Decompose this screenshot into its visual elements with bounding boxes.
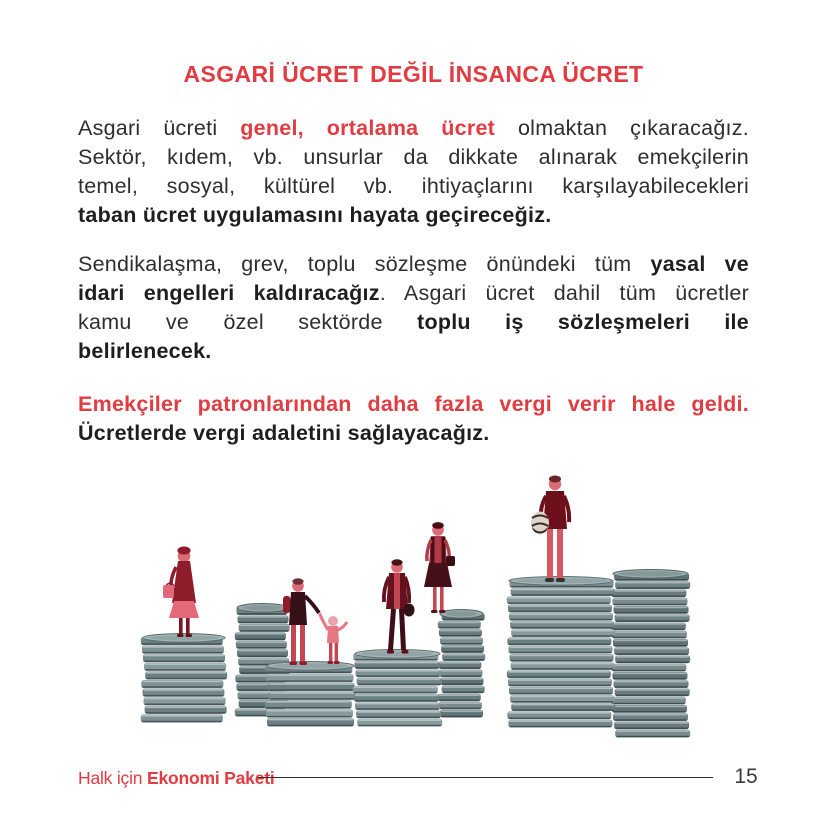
figure-woman-with-handbag — [163, 547, 199, 638]
bold-text: idari engelleri kaldıracağız — [78, 281, 380, 305]
text: olmaktan çıkaracağız. — [495, 116, 749, 140]
text: Sendikalaşma, grev, toplu sözleşme önündeki tüm — [78, 252, 651, 276]
figure-woman-with-shopping-bag — [424, 522, 455, 613]
text: Asgari ücreti — [78, 116, 241, 140]
text: . Asgari ücret dahil tüm ücretler — [379, 281, 749, 305]
coin-stack — [141, 634, 227, 723]
bold-text: yasal ve — [650, 252, 749, 276]
text-line — [78, 172, 749, 201]
bold-text: belirlenecek. — [78, 339, 212, 363]
page-title: ASGARİ ÜCRET DEĞİL İNSANCA ÜCRET — [183, 61, 644, 87]
paragraph-2 — [78, 250, 749, 366]
text-line — [78, 337, 749, 366]
paragraph-3 — [78, 390, 749, 448]
coin-stack — [611, 570, 690, 738]
text-line — [78, 308, 749, 337]
page-number: 15 — [734, 765, 758, 788]
highlighted-text: Emekçiler patronlarından daha fazla vergi verir hale geldi. — [78, 392, 749, 416]
coin-stack — [438, 610, 485, 718]
paragraph-1 — [78, 114, 749, 230]
text: temel, sosyal, kültürel vb. ihtiyaçlarını karşılayabilecekleri — [78, 174, 749, 198]
figure-child — [320, 614, 348, 665]
text: Sektör, kıdem, vb. unsurlar da dikkate alınarak emekçilerin — [78, 145, 749, 169]
footer-brand-regular: Halk için — [78, 768, 143, 788]
figure-man-with-bag — [384, 559, 415, 653]
footer-rule — [258, 777, 713, 778]
text-line — [78, 279, 749, 308]
text-line — [78, 250, 749, 279]
text-line — [78, 390, 749, 419]
text-line — [78, 143, 749, 172]
highlighted-text: genel, ortalama ücret — [240, 116, 496, 140]
coin-stack — [507, 577, 615, 728]
text-line — [78, 114, 749, 143]
bold-text: toplu iş sözleşmeleri ile — [417, 310, 749, 334]
coin-stack — [265, 662, 356, 727]
coin-stacks-front — [141, 577, 615, 728]
coin-stack — [353, 650, 442, 727]
text-line — [78, 419, 749, 448]
bold-text: taban ücret uygulamasını hayata geçireceğiz. — [78, 203, 552, 227]
footer-brand — [78, 768, 275, 789]
text-line — [78, 201, 749, 230]
footer-brand-bold: Ekonomi Paketi — [147, 768, 275, 788]
figure-man-with-striped-bag — [531, 476, 569, 583]
bold-text: Ücretlerde vergi adaletini sağlayacağız. — [78, 421, 490, 445]
text: kamu ve özel sektörde — [78, 310, 418, 334]
coins-and-figures-illustration — [100, 455, 720, 755]
